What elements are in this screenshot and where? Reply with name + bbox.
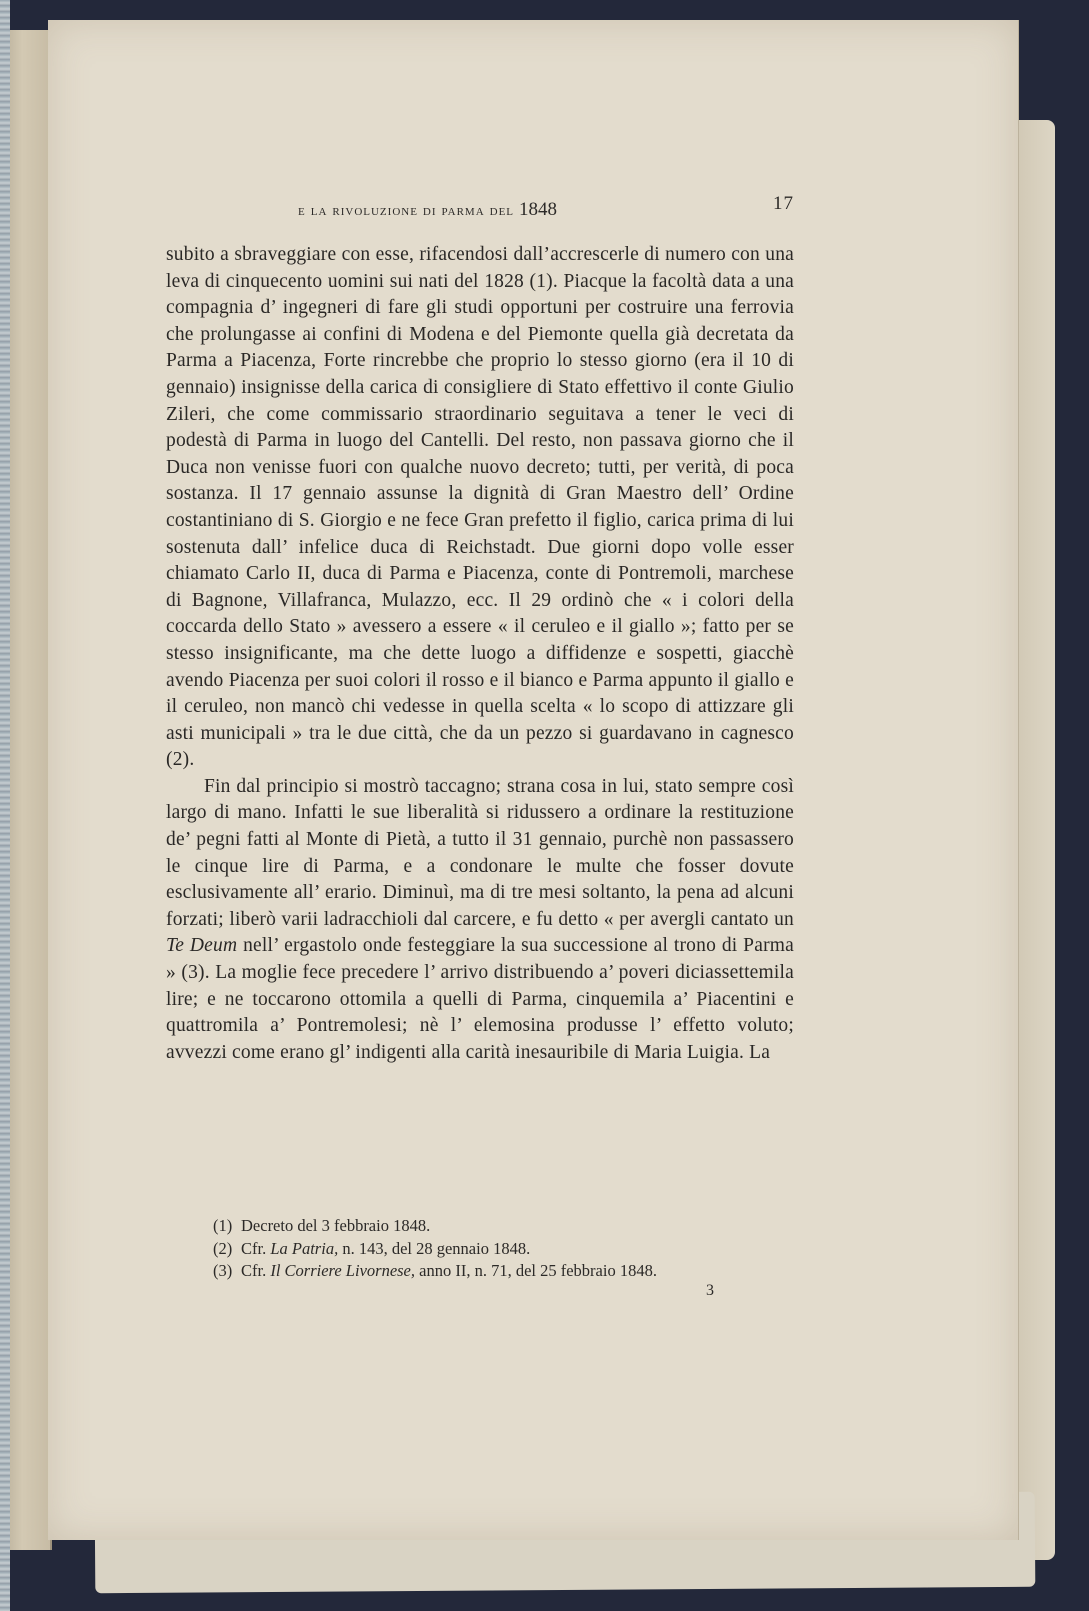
paragraph-2 [166,774,794,1067]
footnote-text-end: n. 143, del 28 gennaio 1848. [338,1238,531,1258]
footnote-number: (2) [213,1238,233,1258]
te-deum-title: Te Deum [166,935,238,957]
footnote-1 [213,1215,793,1238]
page-number: 17 [773,193,794,214]
footnote-2 [213,1238,793,1261]
signature-mark: 3 [706,1282,714,1299]
paragraph-2-part-2: nell’ ergastolo onde festeggiare la sua successione al trono di Parma » (3). La moglie fece precedere l’ arrivo distribuendo a’ poveri diciassettemila lire; e ne toccarono ottomila a quelli di Parma, cinquemila a’ Piacentini e quattromila a’ Pontremolesi; nè l’ elemosina produsse l’ effetto voluto; avvezzi come erano gl’ indigenti alla carità inesauribile di Maria Luigia. La [166,935,794,1063]
footnote-text: Cfr. [241,1238,271,1258]
running-head-text: e la rivoluzione di parma del [298,202,515,219]
running-head-year: 1848 [519,199,558,220]
footnote-source-title: La Patria, [270,1238,339,1258]
paragraph-1: subito a sbraveggiare con esse, rifacendosi dall’accrescerle di numero con una leva di cinquecento uomini sui nati del 1828 (1). Piacque la facoltà data a una compagnia d’ ingegneri di fare gli studi opportuni per costruire una ferrovia che prolungasse ai confini di Modena e del Piemonte quella già decretata da Parma a Piacenza, Forte rincrebbe che proprio lo stesso giorno (era il 10 di gennaio) insignisse della carica di consigliere di Stato effettivo il conte Giulio Zileri, che come commissario straordinario seguitava a tener le veci di podestà di Parma in luogo del Cantelli. Del resto, non passava giorno che il Duca non venisse fuori con qualche nuovo decreto; tutti, per verità, di poca sostanza. Il 17 gennaio assunse la dignità di Gran Maestro dell’ Ordine costantiniano di S. Giorgio e ne fece Gran prefetto il figlio, carica prima di lui sostenuta dall’ infelice duca di Reichstadt. Due giorni dopo volle esser chiamato Carlo II, duca di Parma e Piacenza, conte di Pontremoli, marchese di Bagnone, Villafranca, Mulazzo, ecc. Il 29 ordinò che « i colori della coccarda dello Stato » avessero a essere « il ceruleo e il giallo »; fatto per se stesso insignificante, ma che dette luogo a diffidenze e sospetti, giacchè avendo Piacenza per suoi colori il rosso e il bianco e Parma appunto il giallo e il ceruleo, non mancò chi vedesse in quella scelta « lo scopo di attizzare gli asti municipali » tra le due città, che da un pezzo si guardavano in cagnesco (2). [166,244,794,771]
footnote-text: Decreto del 3 febbraio 1848. [241,1216,431,1235]
footnote-text: Cfr. [241,1261,271,1280]
book-page [48,20,1019,1540]
footnote-number: (3) [213,1261,233,1280]
footnote-3 [213,1260,793,1283]
running-head [298,199,557,221]
body-text [166,242,794,1066]
footnote-number: (1) [213,1216,233,1235]
spine-edge [0,0,10,1611]
footnote-source-title: Il Corriere Livornese, [270,1261,416,1280]
footnotes [213,1215,793,1283]
footnote-text-end: anno II, n. 71, del 25 febbraio 1848. [415,1261,657,1280]
paragraph-2-part-1: Fin dal principio si mostrò taccagno; strana cosa in lui, stato sempre così largo di mano. Infatti le sue liberalità si ridussero a ordinare la restituzione de’ pegni fatti al Monte di Pietà, a tutto il 31 gennaio, purchè non passassero le cinque lire di Parma, e a condonare le multe che fosser dovute esclusivamente all’ erario. Diminuì, ma di tre mesi soltanto, la pena ad alcuni forzati; liberò varii ladracchioli dal carcere, e fu detto « per avergli cantato un [166,775,794,930]
page-header [48,193,1018,223]
